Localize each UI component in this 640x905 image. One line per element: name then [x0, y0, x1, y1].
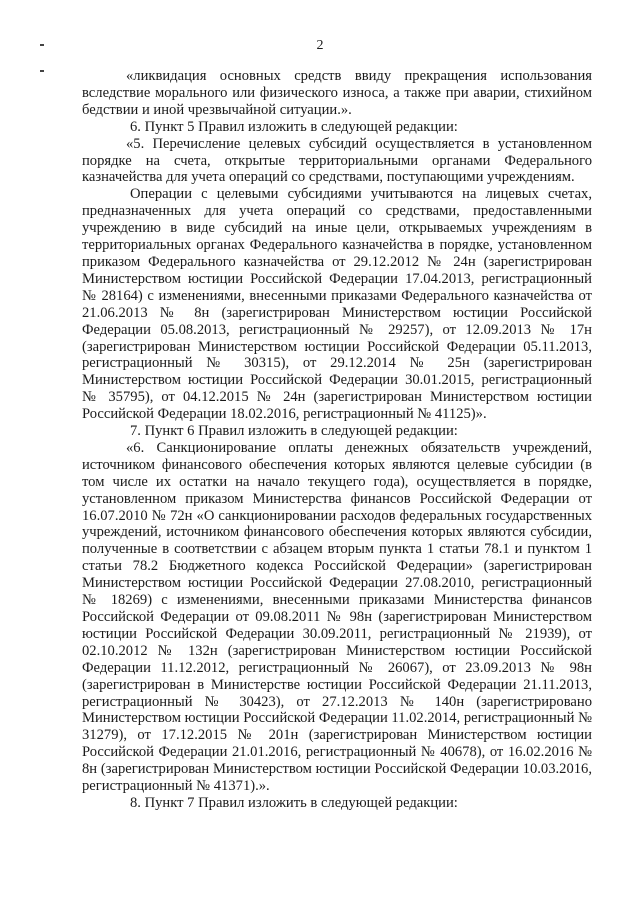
scan-mark — [40, 70, 44, 72]
paragraph-item-7: 7. Пункт 6 Правил изложить в следующей редакции: — [130, 423, 458, 440]
paragraph-quote-6: «6. Санкционирование оплаты денежных обязательств учреждений, источником финансового обеспечения которых являются целевые субсидии (в том числе их остатки на начало текущего года), осуществляется в порядке, установленном приказом Министерства финансов Российской Федерации от 16.07.2010 № 72н «О санкционировании расходов федеральных государственных учреждений, источником финансового обеспечения которых являются субсидии, полученные в соответствии с абзацем вторым пункта 1 статьи 78.1 и пунктом 1 статьи 78.2 Бюджетного кодекса Российской Федерации» (зарегистрирован Министерством юстиции Российской Федерации 27.08.2010, регистрационный № 18269) с изменениями, внесенными приказами Министерства финансов Российской Федерации от 09.08.2011 № 98н (зарегистрирован Министерством юстиции Российской Федерации 30.09.2011, регистрационный № 21939), от 02.10.2012 № 132н (зарегистрирован Министерством юстиции Российской Федерации 11.12.2012, регистрационный № 26067), от 23.09.2013 № 98н (зарегистрирован в Министерстве юстиции Российской Федерации 21.11.2013, регистрационный № 30423), от 27.12.2013 № 140н (зарегистрировано Министерством юстиции Российской Федерации 11.02.2014, регистрационный № 31279), от 17.12.2015 № 201н (зарегистрирован Министерством юстиции Российской Федерации 21.01.2016, регистрационный № 40678), от 16.02.2016 № 8н (зарегистрирован Министерством юстиции Российской Федерации 10.03.2016, регистрационный № 41371).». — [82, 439, 592, 795]
paragraph-quote-5: «5. Перечисление целевых субсидий осуществляется в установленном порядке на счета, открытые территориальными органами Федерального казначейства для учета операций со средствами, поступающими учреждениям. — [82, 135, 592, 186]
scan-mark — [40, 44, 44, 46]
document-body — [82, 68, 592, 812]
paragraph-item-6: 6. Пункт 5 Правил изложить в следующей редакции: — [130, 118, 458, 135]
paragraph-continuation: «ликвидация основных средств ввиду прекращения использования вследствие морального или физического износа, а также при аварии, стихийном бедствии и иной чрезвычайной ситуации.». — [82, 68, 592, 118]
page-number: 2 — [316, 38, 324, 53]
paragraph-operations: Операции с целевыми субсидиями учитываются на лицевых счетах, предназначенных для учета операций со средствами, предоставленными учреждению в виде субсидий на иные цели, открываемых учреждениям в территориальных органах Федерального казначейства в порядке, установленном приказом Федерального казначейства от 29.12.2012 № 24н (зарегистрирован Министерством юстиции Российской Федерации 17.04.2013, регистрационный № 28164) с изменениями, внесенными приказами Федерального казначейства от 21.06.2013 № 8н (зарегистрирован Министерством юстиции Российской Федерации 05.08.2013, регистрационный № 29257), от 12.09.2013 № 17н (зарегистрирован Министерством юстиции Российской Федерации 05.11.2013, регистрационный № 30315), от 29.12.2014 № 25н (зарегистрирован Министерством юстиции Российской Федерации 30.01.2015, регистрационный № 35795), от 04.12.2015 № 24н (зарегистрирован Министерством юстиции Российской Федерации 18.02.2016, регистрационный № 41125)». — [82, 186, 592, 423]
paragraph-item-8: 8. Пункт 7 Правил изложить в следующей редакции: — [130, 794, 458, 811]
